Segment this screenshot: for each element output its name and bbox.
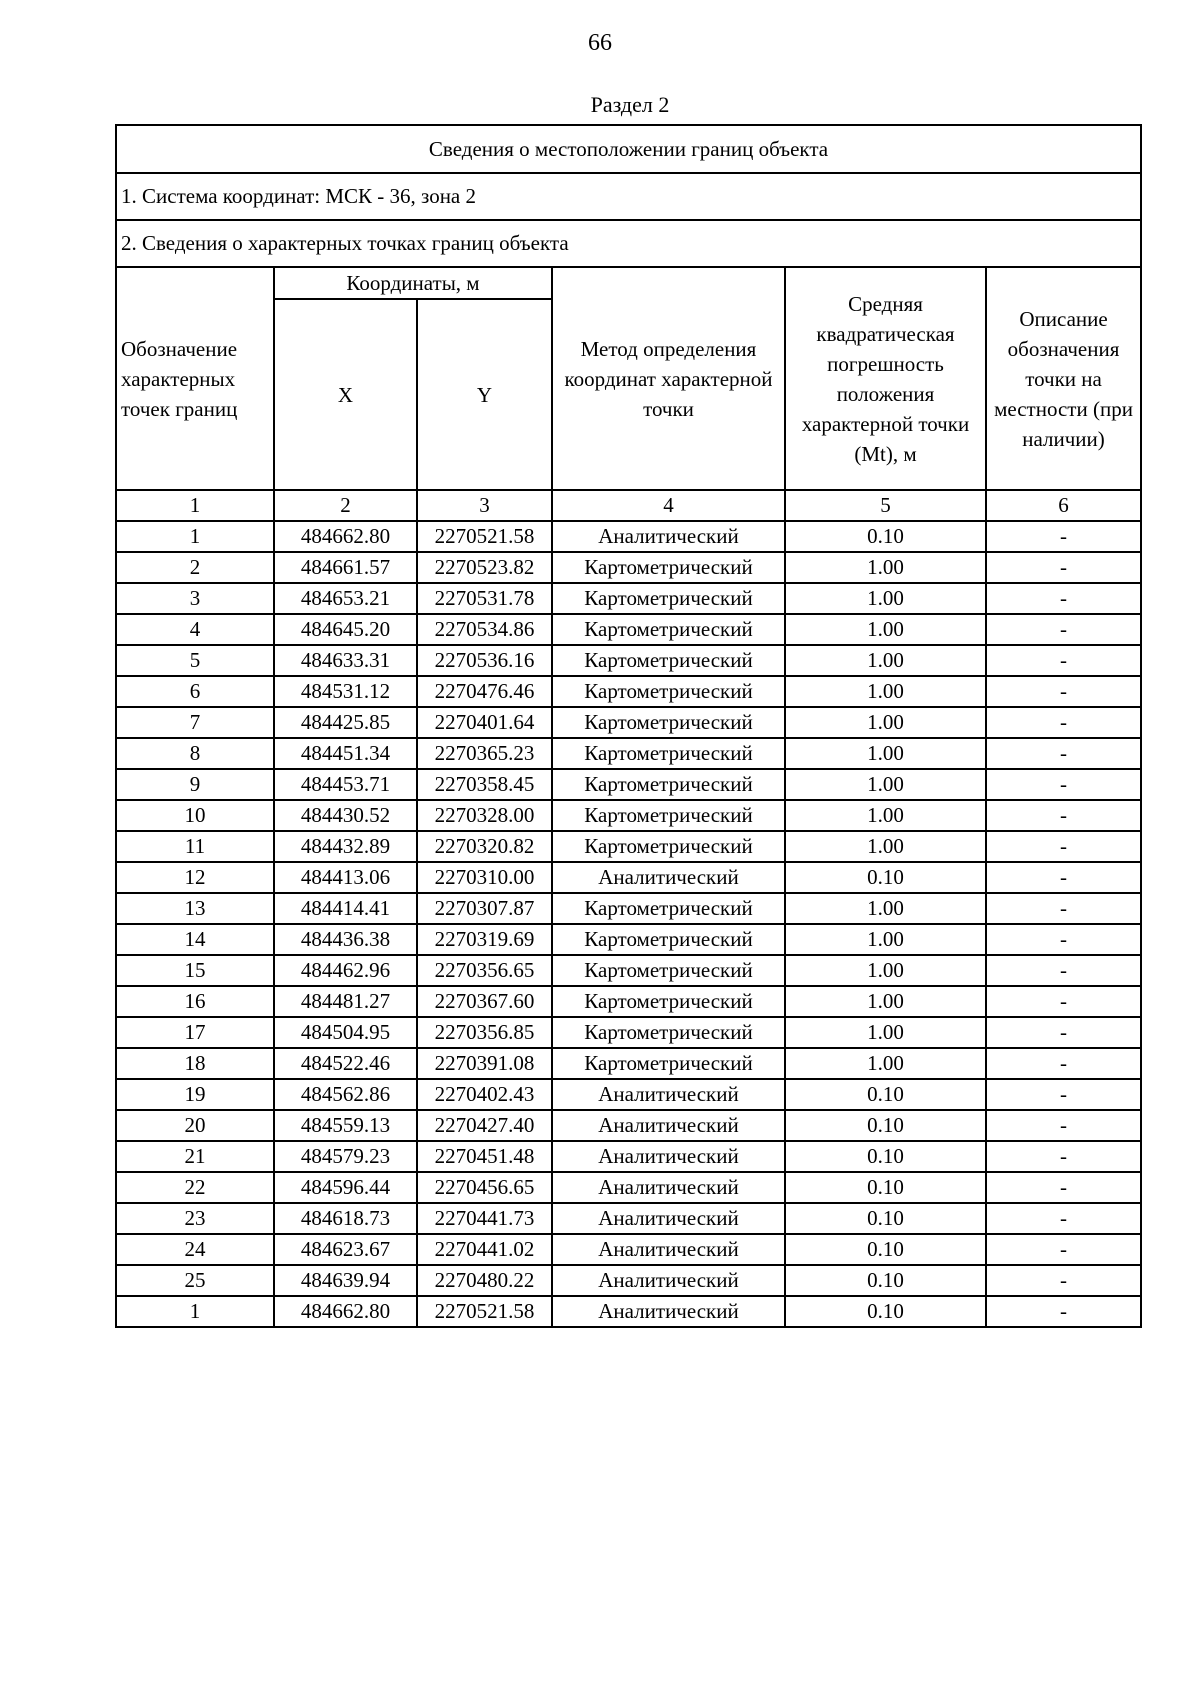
x-cell: 484436.38 [274,924,417,955]
error-cell: 1.00 [785,707,986,738]
x-cell: 484662.80 [274,1296,417,1327]
point-id-cell: 22 [116,1172,274,1203]
x-cell: 484481.27 [274,986,417,1017]
table-row [116,769,1141,800]
x-cell: 484559.13 [274,1110,417,1141]
description-cell: - [986,521,1141,552]
point-id-cell: 21 [116,1141,274,1172]
method-cell: Аналитический [552,1110,785,1141]
table-row [116,955,1141,986]
method-cell: Картометрический [552,645,785,676]
description-cell: - [986,676,1141,707]
x-cell: 484639.94 [274,1265,417,1296]
y-cell: 2270521.58 [417,521,552,552]
y-cell: 2270441.02 [417,1234,552,1265]
method-cell: Картометрический [552,924,785,955]
method-cell: Аналитический [552,1265,785,1296]
error-cell: 1.00 [785,676,986,707]
error-cell: 0.10 [785,1079,986,1110]
description-cell: - [986,583,1141,614]
method-cell: Картометрический [552,986,785,1017]
header-error: Средняя квадратическая погрешность положения характерной точки (Mt), м [785,267,986,490]
point-id-cell: 9 [116,769,274,800]
method-cell: Картометрический [552,707,785,738]
y-cell: 2270319.69 [417,924,552,955]
description-cell: - [986,800,1141,831]
point-id-cell: 25 [116,1265,274,1296]
y-cell: 2270307.87 [417,893,552,924]
point-id-cell: 11 [116,831,274,862]
method-cell: Картометрический [552,552,785,583]
x-cell: 484661.57 [274,552,417,583]
method-cell: Аналитический [552,521,785,552]
y-cell: 2270476.46 [417,676,552,707]
method-cell: Аналитический [552,1234,785,1265]
y-cell: 2270310.00 [417,862,552,893]
table-row [116,1234,1141,1265]
description-cell: - [986,862,1141,893]
method-cell: Картометрический [552,1048,785,1079]
table-row [116,645,1141,676]
x-cell: 484430.52 [274,800,417,831]
table-row [116,1265,1141,1296]
table-row [116,924,1141,955]
table-row [116,1079,1141,1110]
table-row [116,1172,1141,1203]
y-cell: 2270534.86 [417,614,552,645]
table-row [116,583,1141,614]
description-cell: - [986,1234,1141,1265]
x-cell: 484633.31 [274,645,417,676]
point-id-cell: 2 [116,552,274,583]
y-cell: 2270356.85 [417,1017,552,1048]
error-cell: 0.10 [785,1172,986,1203]
error-cell: 1.00 [785,924,986,955]
column-number: 2 [274,490,417,521]
x-cell: 484504.95 [274,1017,417,1048]
method-cell: Картометрический [552,1017,785,1048]
table-row [116,1017,1141,1048]
y-cell: 2270367.60 [417,986,552,1017]
point-id-cell: 16 [116,986,274,1017]
column-number: 5 [785,490,986,521]
y-cell: 2270365.23 [417,738,552,769]
description-cell: - [986,1265,1141,1296]
method-cell: Картометрический [552,893,785,924]
point-id-cell: 14 [116,924,274,955]
point-id-cell: 3 [116,583,274,614]
column-number: 6 [986,490,1141,521]
table-row [116,1203,1141,1234]
table-title: Сведения о местоположении границ объекта [116,125,1141,173]
method-cell: Картометрический [552,738,785,769]
point-id-cell: 18 [116,1048,274,1079]
section-label: Раздел 2 [590,92,670,117]
error-cell: 0.10 [785,1203,986,1234]
point-id-cell: 20 [116,1110,274,1141]
y-cell: 2270320.82 [417,831,552,862]
x-cell: 484414.41 [274,893,417,924]
point-id-cell: 12 [116,862,274,893]
points-heading: 2. Сведения о характерных точках границ объекта [116,220,1141,267]
description-cell: - [986,552,1141,583]
point-id-cell: 1 [116,1296,274,1327]
point-id-cell: 19 [116,1079,274,1110]
description-cell: - [986,1203,1141,1234]
y-cell: 2270456.65 [417,1172,552,1203]
error-cell: 1.00 [785,955,986,986]
table-row [116,552,1141,583]
error-cell: 0.10 [785,1234,986,1265]
error-cell: 1.00 [785,738,986,769]
error-cell: 0.10 [785,1265,986,1296]
description-cell: - [986,1172,1141,1203]
table-row [116,986,1141,1017]
y-cell: 2270356.65 [417,955,552,986]
method-cell: Картометрический [552,955,785,986]
error-cell: 0.10 [785,1296,986,1327]
x-cell: 484618.73 [274,1203,417,1234]
error-cell: 1.00 [785,552,986,583]
point-id-cell: 7 [116,707,274,738]
x-cell: 484451.34 [274,738,417,769]
method-cell: Картометрический [552,769,785,800]
x-cell: 484432.89 [274,831,417,862]
method-cell: Аналитический [552,1296,785,1327]
column-number: 3 [417,490,552,521]
error-cell: 1.00 [785,1048,986,1079]
description-cell: - [986,924,1141,955]
x-cell: 484653.21 [274,583,417,614]
error-cell: 1.00 [785,1017,986,1048]
x-cell: 484413.06 [274,862,417,893]
description-cell: - [986,986,1141,1017]
y-cell: 2270391.08 [417,1048,552,1079]
header-designation: Обозначение характерных точек границ [116,267,274,490]
y-cell: 2270531.78 [417,583,552,614]
error-cell: 1.00 [785,583,986,614]
point-id-cell: 6 [116,676,274,707]
point-id-cell: 17 [116,1017,274,1048]
description-cell: - [986,1296,1141,1327]
table-row [116,862,1141,893]
table-row [116,1141,1141,1172]
description-cell: - [986,645,1141,676]
y-cell: 2270480.22 [417,1265,552,1296]
error-cell: 1.00 [785,831,986,862]
description-cell: - [986,955,1141,986]
description-cell: - [986,738,1141,769]
table-row [116,707,1141,738]
description-cell: - [986,1017,1141,1048]
x-cell: 484531.12 [274,676,417,707]
y-cell: 2270401.64 [417,707,552,738]
table-row [116,800,1141,831]
description-cell: - [986,1048,1141,1079]
table-row [116,738,1141,769]
description-cell: - [986,893,1141,924]
header-y: Y [417,299,552,490]
x-cell: 484579.23 [274,1141,417,1172]
table-row [116,893,1141,924]
error-cell: 1.00 [785,614,986,645]
point-id-cell: 24 [116,1234,274,1265]
description-cell: - [986,614,1141,645]
error-cell: 1.00 [785,986,986,1017]
point-id-cell: 8 [116,738,274,769]
method-cell: Картометрический [552,831,785,862]
table-row [116,676,1141,707]
error-cell: 0.10 [785,1141,986,1172]
table-row [116,1296,1141,1327]
table-row [116,614,1141,645]
header-x: X [274,299,417,490]
x-cell: 484522.46 [274,1048,417,1079]
x-cell: 484425.85 [274,707,417,738]
header-description: Описание обозначения точки на местности (при наличии) [986,267,1141,490]
y-cell: 2270536.16 [417,645,552,676]
method-cell: Картометрический [552,676,785,707]
error-cell: 1.00 [785,769,986,800]
method-cell: Аналитический [552,1203,785,1234]
point-id-cell: 1 [116,521,274,552]
description-cell: - [986,1110,1141,1141]
error-cell: 1.00 [785,645,986,676]
point-id-cell: 5 [116,645,274,676]
table-row [116,831,1141,862]
header-coordinates: Координаты, м [274,267,552,299]
x-cell: 484562.86 [274,1079,417,1110]
table-row [116,1110,1141,1141]
method-cell: Аналитический [552,1079,785,1110]
point-id-cell: 23 [116,1203,274,1234]
x-cell: 484623.67 [274,1234,417,1265]
boundary-points-table [115,124,1142,1328]
method-cell: Картометрический [552,800,785,831]
x-cell: 484596.44 [274,1172,417,1203]
x-cell: 484662.80 [274,521,417,552]
error-cell: 0.10 [785,862,986,893]
description-cell: - [986,1079,1141,1110]
column-number: 1 [116,490,274,521]
method-cell: Картометрический [552,583,785,614]
coordinate-system: 1. Система координат: МСК - 36, зона 2 [116,173,1141,220]
y-cell: 2270521.58 [417,1296,552,1327]
x-cell: 484462.96 [274,955,417,986]
point-id-cell: 13 [116,893,274,924]
error-cell: 0.10 [785,521,986,552]
y-cell: 2270451.48 [417,1141,552,1172]
method-cell: Картометрический [552,614,785,645]
point-id-cell: 10 [116,800,274,831]
y-cell: 2270523.82 [417,552,552,583]
y-cell: 2270402.43 [417,1079,552,1110]
header-method: Метод определения координат характерной точки [552,267,785,490]
y-cell: 2270427.40 [417,1110,552,1141]
method-cell: Аналитический [552,862,785,893]
page-number: 66 [588,30,612,56]
table-row [116,1048,1141,1079]
column-number: 4 [552,490,785,521]
error-cell: 0.10 [785,1110,986,1141]
table-row [116,521,1141,552]
description-cell: - [986,707,1141,738]
error-cell: 1.00 [785,893,986,924]
method-cell: Аналитический [552,1141,785,1172]
description-cell: - [986,1141,1141,1172]
error-cell: 1.00 [785,800,986,831]
x-cell: 484453.71 [274,769,417,800]
y-cell: 2270441.73 [417,1203,552,1234]
point-id-cell: 15 [116,955,274,986]
column-numbers-row [116,490,1141,521]
method-cell: Аналитический [552,1172,785,1203]
description-cell: - [986,769,1141,800]
y-cell: 2270328.00 [417,800,552,831]
x-cell: 484645.20 [274,614,417,645]
point-id-cell: 4 [116,614,274,645]
y-cell: 2270358.45 [417,769,552,800]
description-cell: - [986,831,1141,862]
